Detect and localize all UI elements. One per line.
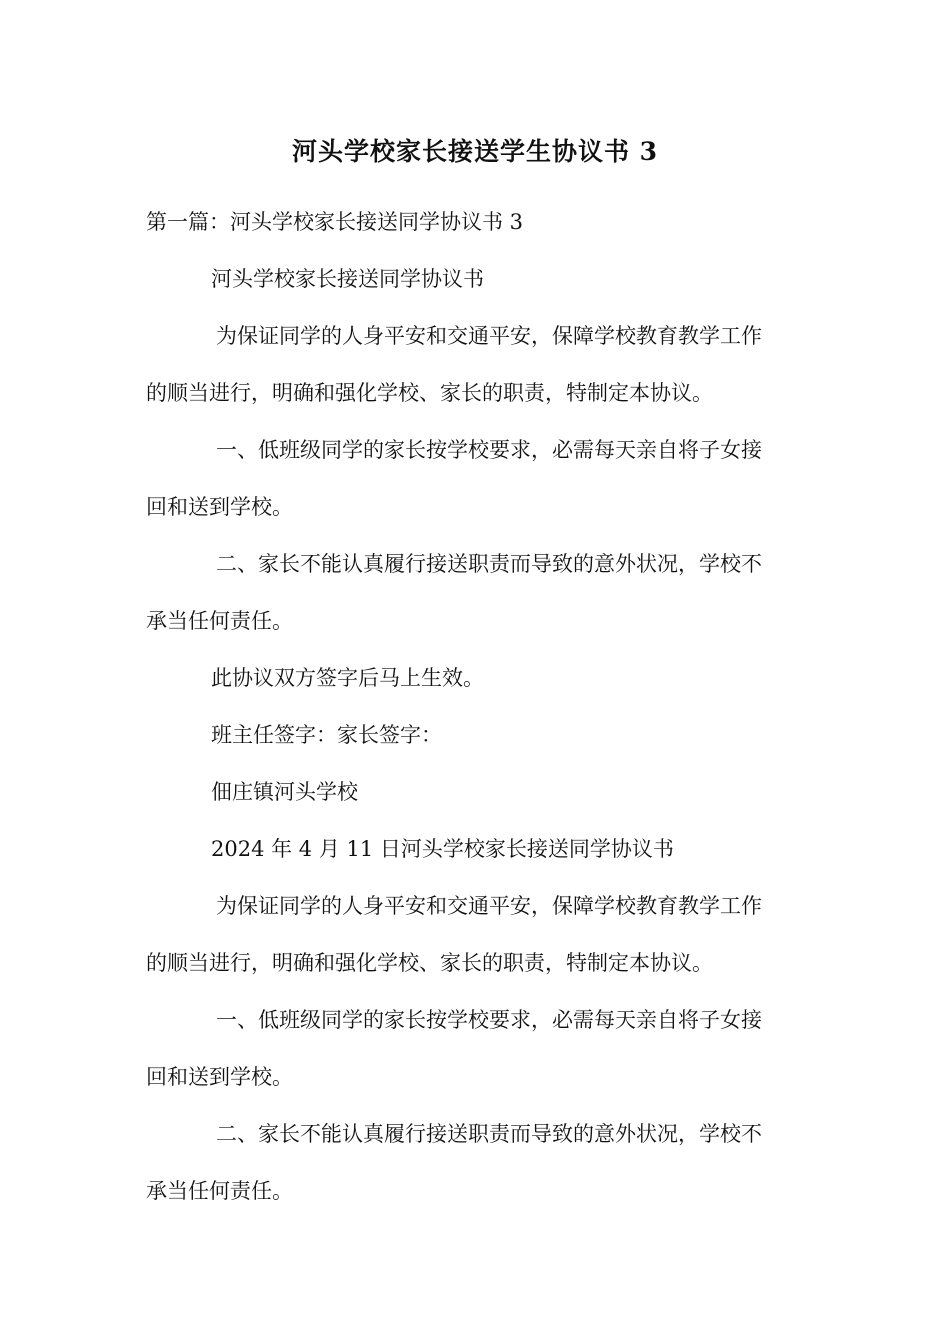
paragraph-line: 一、低班级同学的家长按学校要求，必需每天亲自将子女接 bbox=[216, 438, 762, 462]
paragraph-line: 承当任何责任。 bbox=[146, 1179, 293, 1203]
paragraph-line: 回和送到学校。 bbox=[146, 1065, 293, 1089]
paragraph-line: 承当任何责任。 bbox=[146, 609, 293, 633]
school-name: 佃庄镇河头学校 bbox=[211, 780, 358, 804]
date-and-heading: 2024 年 4 月 11 日河头学校家长接送同学协议书 bbox=[211, 837, 674, 861]
signature-line: 班主任签字：家长签字： bbox=[211, 723, 442, 747]
paragraph-line: 二、家长不能认真履行接送职责而导致的意外状况，学校不 bbox=[216, 552, 762, 576]
agreement-heading: 河头学校家长接送同学协议书 bbox=[211, 267, 484, 291]
paragraph-line: 回和送到学校。 bbox=[146, 495, 293, 519]
paragraph-line: 为保证同学的人身平安和交通平安，保障学校教育教学工作 bbox=[216, 324, 762, 348]
paragraph-line: 的顺当进行，明确和强化学校、家长的职责，特制定本协议。 bbox=[146, 951, 713, 975]
paragraph-line: 一、低班级同学的家长按学校要求，必需每天亲自将子女接 bbox=[216, 1008, 762, 1032]
document-title: 河头学校家长接送学生协议书 3 bbox=[291, 137, 659, 166]
paragraph-line: 的顺当进行，明确和强化学校、家长的职责，特制定本协议。 bbox=[146, 381, 713, 405]
paragraph-line: 二、家长不能认真履行接送职责而导致的意外状况，学校不 bbox=[216, 1122, 762, 1146]
section-heading: 第一篇：河头学校家长接送同学协议书 3 bbox=[146, 210, 524, 234]
effective-statement: 此协议双方签字后马上生效。 bbox=[211, 666, 484, 690]
paragraph-line: 为保证同学的人身平安和交通平安，保障学校教育教学工作 bbox=[216, 894, 762, 918]
